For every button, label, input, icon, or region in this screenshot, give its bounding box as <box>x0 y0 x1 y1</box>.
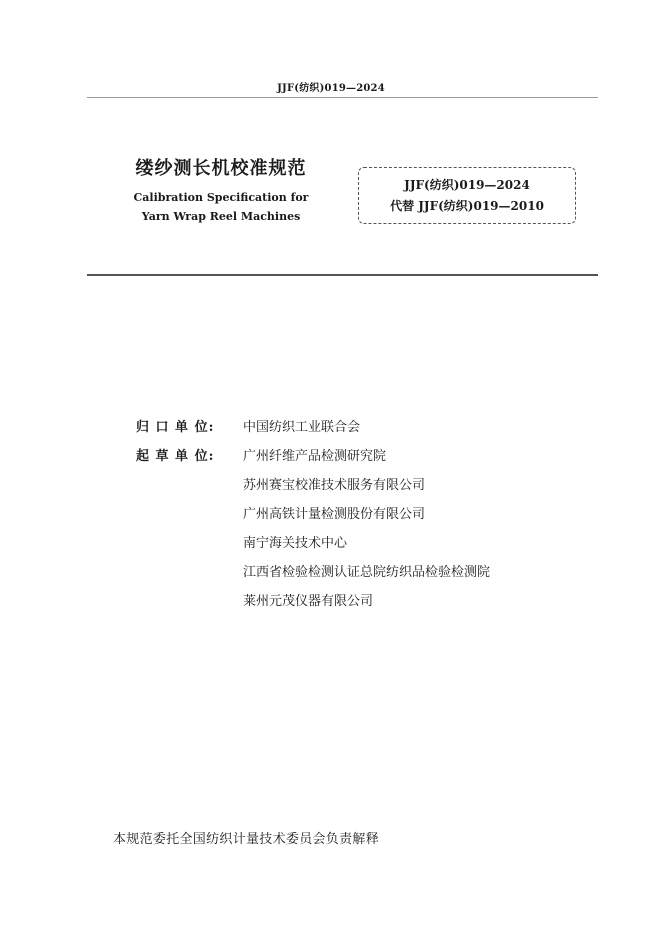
drafting-unit: 广州高铁计量检测股份有限公司 <box>243 507 426 522</box>
title-english <box>104 188 338 226</box>
standard-code: JJF(纺织)019—2024 <box>404 178 530 192</box>
responsible-unit: 中国纺织工业联合会 <box>243 420 361 435</box>
drafting-unit: 南宁海关技术中心 <box>243 536 348 551</box>
responsible-unit-row <box>136 418 490 447</box>
drafting-unit-label: 起 草 单 位: <box>136 449 215 464</box>
replaces-code: 代替 JJF(纺织)019—2010 <box>390 199 544 213</box>
section-rule <box>87 274 598 276</box>
drafting-unit: 莱州元茂仪器有限公司 <box>243 594 374 609</box>
running-header: JJF(纺织)019—2024 <box>277 83 385 94</box>
drafting-unit: 江西省检验检测认证总院纺织品检验检测院 <box>243 565 491 580</box>
standard-code-box <box>358 167 576 224</box>
drafting-unit: 苏州赛宝校准技术服务有限公司 <box>243 478 426 493</box>
drafting-unit-row <box>136 447 490 621</box>
responsible-unit-label: 归 口 单 位: <box>136 420 215 435</box>
units-section <box>136 418 490 621</box>
drafting-unit: 广州纤维产品检测研究院 <box>243 449 387 464</box>
title-chinese: 缕纱测长机校准规范 <box>135 158 307 179</box>
title-english-line-2: Yarn Wrap Reel Machines <box>141 210 301 223</box>
interpretation-note: 本规范委托全国纺织计量技术委员会负责解释 <box>113 832 380 847</box>
drafting-unit-list <box>243 447 490 621</box>
header-rule <box>87 97 598 98</box>
title-english-line-1: Calibration Specification for <box>133 191 309 204</box>
title-block <box>104 154 338 226</box>
